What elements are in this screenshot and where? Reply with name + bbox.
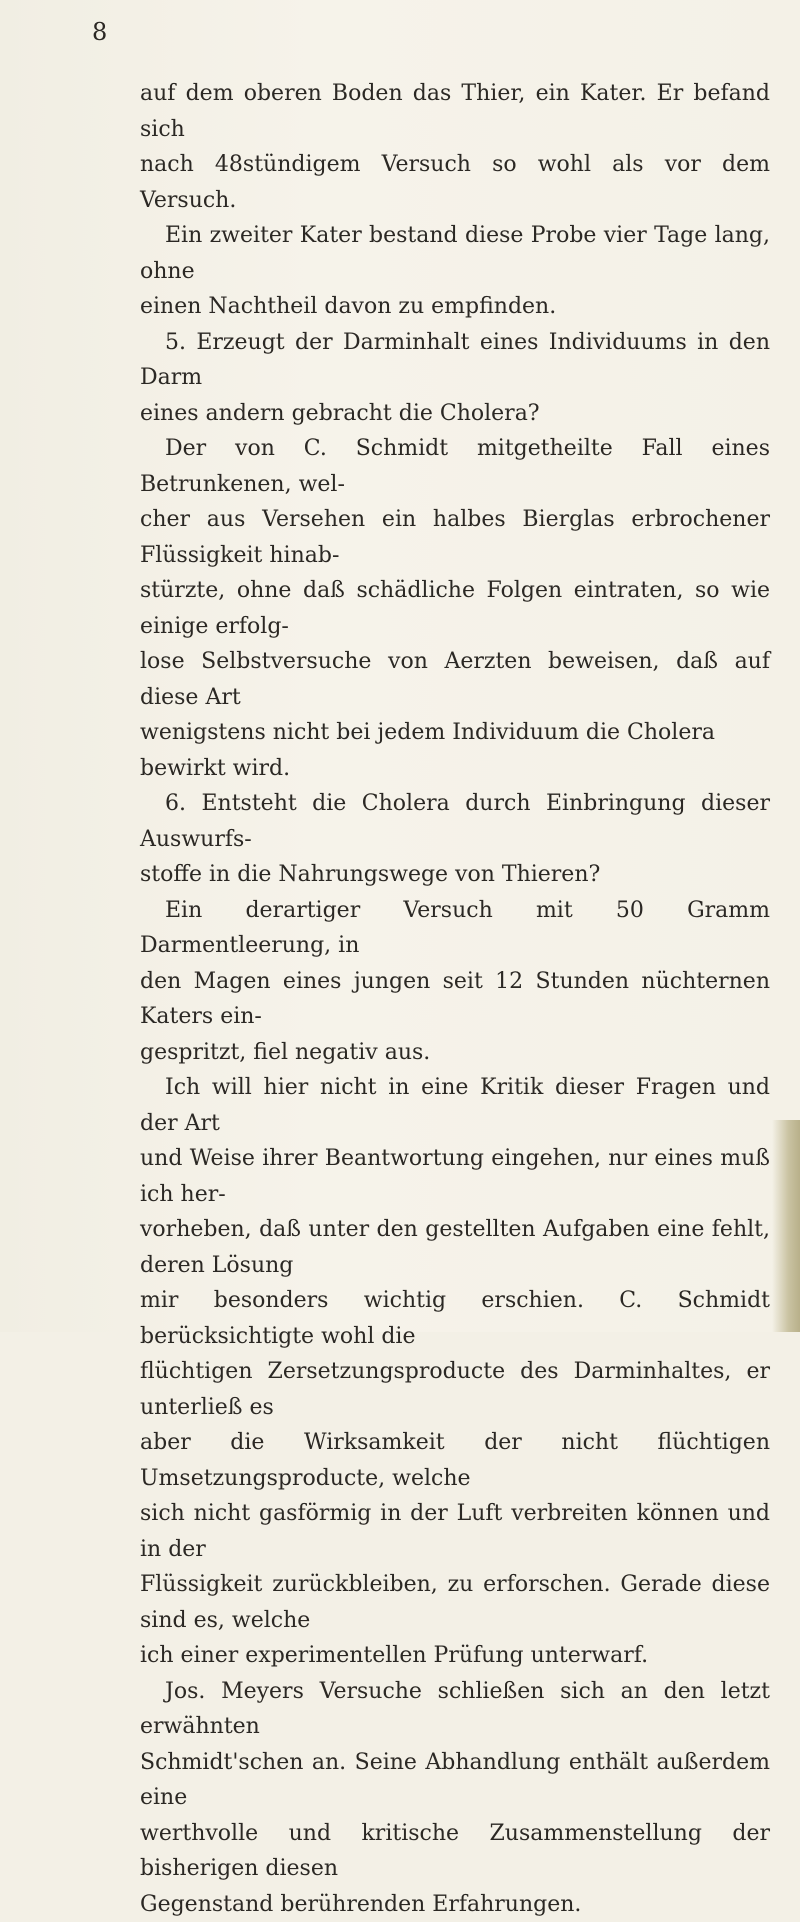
text-line: einen Nachtheil davon zu empfinden. [140,289,770,325]
text-line: und Weise ihrer Beantwortung eingehen, nur eines muß ich her- [140,1141,770,1212]
text-line: Ich will hier nicht in eine Kritik dieser Fragen und der Art [140,1070,770,1141]
text-line: flüchtigen Zersetzungsproducte des Darminhaltes, er unterließ es [140,1354,770,1425]
text-line: stoffe in die Nahrungswege von Thieren? [140,857,770,893]
text-line: den Magen eines jungen seit 12 Stunden nüchternen Katers ein- [140,964,770,1035]
text-line: Gegenstand berührenden Erfahrungen. [140,1887,770,1922]
body-text [140,76,770,1922]
text-line: gespritzt, fiel negativ aus. [140,1035,770,1071]
text-line: nach 48stündigem Versuch so wohl als vor dem Versuch. [140,147,770,218]
text-line: Der von C. Schmidt mitgetheilte Fall eines Betrunkenen, wel- [140,431,770,502]
text-line: Schmidt'schen an. Seine Abhandlung enthält außerdem eine [140,1745,770,1816]
text-line: Jos. Meyers Versuche schließen sich an den letzt erwähnten [140,1674,770,1745]
text-line: Ein zweiter Kater bestand diese Probe vier Tage lang, ohne [140,218,770,289]
text-line: vorheben, daß unter den gestellten Aufgaben eine fehlt, deren Lösung [140,1212,770,1283]
text-line: Flüssigkeit zurückbleiben, zu erforschen. Gerade diese sind es, welche [140,1567,770,1638]
text-line: sich nicht gasförmig in der Luft verbreiten können und in der [140,1496,770,1567]
text-line: auf dem oberen Boden das Thier, ein Kater. Er befand sich [140,76,770,147]
text-line: Ein derartiger Versuch mit 50 Gramm Darmentleerung, in [140,893,770,964]
page-edge-shadow [772,1120,800,1332]
text-line: eines andern gebracht die Cholera? [140,396,770,432]
page-number: 8 [92,20,107,44]
text-line: mir besonders wichtig erschien. C. Schmidt berücksichtigte wohl die [140,1283,770,1354]
text-line: stürzte, ohne daß schädliche Folgen eintraten, so wie einige erfolg- [140,573,770,644]
question-heading: 5. Erzeugt der Darminhalt eines Individuums in den Darm [140,325,770,396]
text-line: lose Selbstversuche von Aerzten beweisen, daß auf diese Art [140,644,770,715]
text-line: aber die Wirksamkeit der nicht flüchtigen Umsetzungsproducte, welche [140,1425,770,1496]
text-line: wenigstens nicht bei jedem Individuum die Cholera bewirkt wird. [140,715,770,786]
text-line: cher aus Versehen ein halbes Bierglas erbrochener Flüssigkeit hinab- [140,502,770,573]
question-heading: 6. Entsteht die Cholera durch Einbringung dieser Auswurfs- [140,786,770,857]
text-line: werthvolle und kritische Zusammenstellung der bisherigen diesen [140,1816,770,1887]
text-line: ich einer experimentellen Prüfung unterwarf. [140,1638,770,1674]
